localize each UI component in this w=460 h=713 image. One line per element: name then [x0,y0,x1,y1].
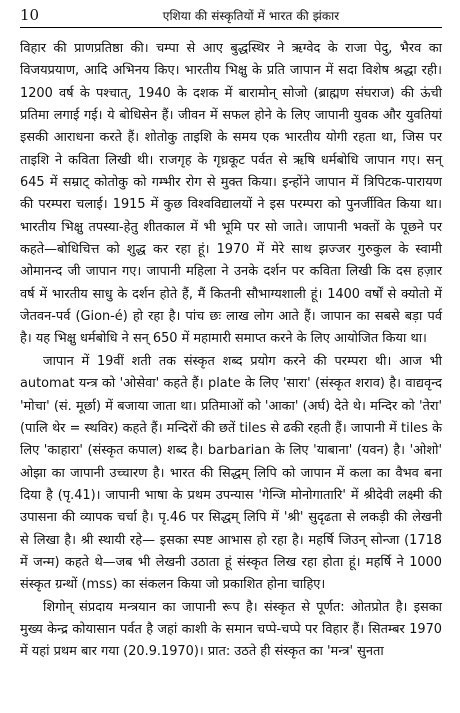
paragraph-1: विहार की प्राणप्रतिष्ठा की। चम्पा से आए बुद्धस्थिर ने ऋग्वेद के राजा पेदु, भैरव का विजयप्रयाण, आदि अभिनय किए। भारतीय भिक्षु के प्रति जापान में सदा विशेष श्रद्धा रही। 1200 वर्ष के पश्चात्, 1940 के दशक में बारामोन् सोजो (ब्राह्मण संघराज) की ऊंची प्रतिमा लगाई गई। ये बोधिसेन हैं। जीवन में सफल होने के लिए जापानी युवक और युवतियां इसकी आराधना करते हैं। शोतोकु ताइशि के समय एक भारतीय योगी रहता था, जिस पर ताइशि ने कविता लिखी थी। राजगृह के गृध्रकूट पर्वत से ऋषि धर्मबोधि जापान गए। सन् 645 में सम्राट् कोतोकु को गम्भीर रोग से मुक्त किया। इन्होंने जापान में त्रिपिटक-पारायण की परम्परा चलाई। 1915 में कुछ विश्वविद्यालयों ने इस परम्परा को पुनर्जीवित किया था। भारतीय भिक्षु तपस्या-हेतु शीतकाल में भी भूमि पर सो जाते। जापानी भक्तों के पूछने पर कहते—बोधिचित्त को शुद्ध कर रहा हूं। 1970 में मेरे साथ झज्जर गुरुकुल के स्वामी ओमानन्द जी जापान गए। जापानी महिला ने उनके दर्शन पर कविता लिखी कि दस हज़ार वर्ष में भारतीय साधु के दर्शन होते हैं, मैं कितनी सौभाग्यशाली हूं। 1400 वर्षों से क्योतो में जेतवन-पर्व (Gion-é) हो रहा है। पांच छः लाख लोग आते हैं। जापान का सबसे बड़ा पर्व है। यह भिक्षु धर्मबोधि ने सन् 650 में महामारी समाप्त करने के लिए आयोजित किया था। [20,41,442,347]
page-number: 10 [20,6,40,24]
body-text [20,38,442,664]
paragraph-2: जापान में 19वीं शती तक संस्कृत शब्द प्रयोग करने की परम्परा थी। आज भी automat यन्त्र को 'ओसेवा' कहते हैं। plate के लिए 'सारा' (संस्कृत शराव) है। वाद्यवृन्द 'मोचा' (सं. मूर्छा) में बजाया जाता था। प्रतिमाओं को 'आका' (अर्घ) देते थे। मन्दिर को 'तेरा' (पालि थेर = स्थविर) कहते हैं। मन्दिरों की छतें tiles से ढकी रहती हैं। जापानी में tiles के लिए 'काहारा' (संस्कृत कपाल) शब्द है। barbarian के लिए 'याबाना' (यवन) है। 'ओशो' ओझा का जापानी उच्चारण है। भारत की सिद्धम् लिपि को जापान में कला का वैभव बना दिया है (पृ.41)। जापानी भाषा के प्रथम उपन्यास 'गेन्जि मोनोगातारि' में श्रीदेवी लक्ष्मी की उपासना की व्यापक चर्चा है। पृ.46 पर सिद्धम् लिपि में 'श्री' सुदृढता से लकड़ी की लेखनी से लिखा है। श्री स्थायी रहे— इसका स्पष्ट आभास हो रहा है। महर्षि जिउन् सोन्जा (1718 में जन्म) कहते थे—जब भी लेखनी उठाता हूं संस्कृत लिख रहा होता हूं। महर्षि ने 1000 संस्कृत ग्रन्थों (mss) का संकलन किया जो प्रकाशित होना चाहिए। [20,353,442,593]
running-head: एशिया की संस्कृतियों में भारत की झंकार [162,9,340,23]
page-header [20,0,442,28]
paragraph-3: शिगोन् संप्रदाय मन्त्रयान का जापानी रूप है। संस्कृत से पूर्णत: ओतप्रोत है। इसका मुख्य केन्द्र कोयासान पर्वत है जहां काशी के समान चप्पे-चप्पे पर विहार हैं। सितम्बर 1970 में यहां प्रथम बार गया (20.9.1970)। प्रात: उठते ही संस्कृत का 'मन्त्र' सुनता [20,599,442,660]
